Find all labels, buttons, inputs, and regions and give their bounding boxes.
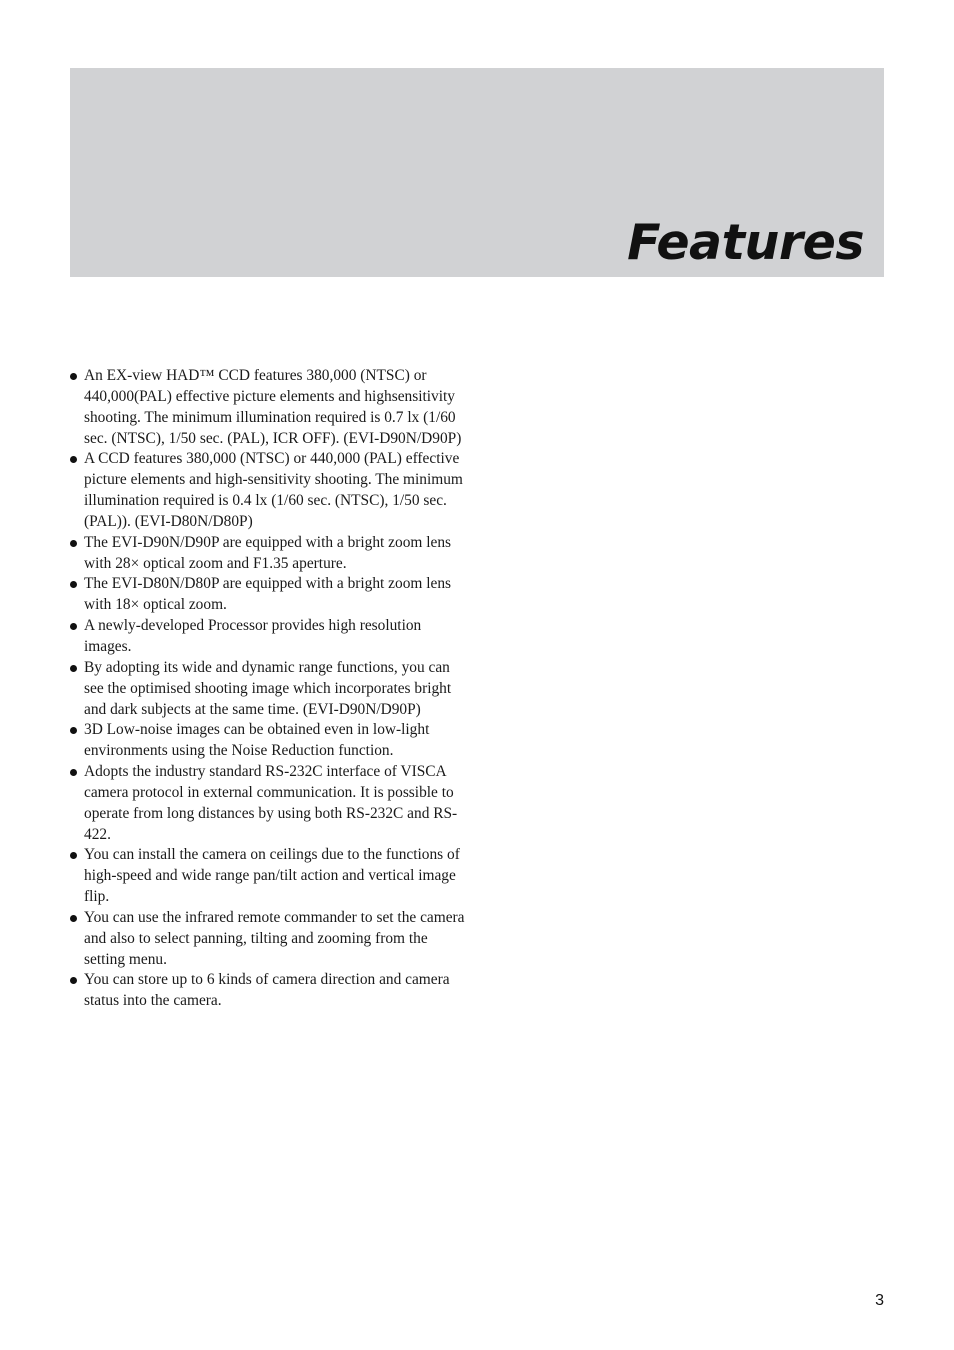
list-item: [70, 845, 470, 908]
bullet-icon: [70, 769, 77, 776]
bullet-icon: [70, 665, 77, 672]
list-item: [70, 366, 470, 449]
bullet-icon: [70, 915, 77, 922]
bullet-icon: [70, 540, 77, 547]
list-item: [70, 908, 470, 971]
list-item: [70, 616, 470, 658]
list-item: [70, 762, 470, 845]
list-item: [70, 449, 470, 532]
list-item-text: You can install the camera on ceilings due to the functions of high-speed and wide range pan/tilt action and vertical image flip.: [84, 846, 460, 906]
list-item: [70, 720, 470, 762]
list-item-text: A CCD features 380,000 (NTSC) or 440,000 (PAL) effective picture elements and high-sensitivity shooting. The minimum illumination required is 0.4 lx (1/60 sec. (NTSC), 1/50 sec. (PAL)). (EVI-D80N/D80P): [84, 450, 463, 530]
bullet-icon: [70, 977, 77, 984]
list-item-text: 3D Low-noise images can be obtained even in low-light environments using the Noise Reduction function.: [84, 721, 430, 760]
page-title: Features: [627, 214, 864, 271]
bullet-icon: [70, 581, 77, 588]
list-item: [70, 574, 470, 616]
bullet-icon: [70, 456, 77, 463]
bullet-icon: [70, 727, 77, 734]
list-item-text: An EX-view HAD™ CCD features 380,000 (NTSC) or 440,000(PAL) effective picture elements and highsensitivity shooting. The minimum illumination required is 0.7 lx (1/60 sec. (NTSC), 1/50 sec. (PAL), ICR OFF). (EVI-D90N/D90P): [84, 367, 462, 447]
list-item: [70, 533, 470, 575]
list-item-text: You can use the infrared remote commander to set the camera and also to select panning, tilting and zooming from the setting menu.: [84, 908, 465, 968]
list-item-text: The EVI-D90N/D90P are equipped with a bright zoom lens with 28× optical zoom and F1.35 aperture.: [84, 533, 452, 572]
title-banner: [70, 68, 884, 277]
page-number: 3: [875, 1292, 884, 1309]
list-item: [70, 970, 470, 1012]
list-item-text: The EVI-D80N/D80P are equipped with a bright zoom lens with 18× optical zoom.: [84, 575, 452, 614]
bullet-icon: [70, 852, 77, 859]
bullet-icon: [70, 623, 77, 630]
list-item-text: Adopts the industry standard RS-232C interface of VISCA camera protocol in external communication. It is possible to operate from long distances by using both RS-232C and RS-422.: [84, 763, 458, 843]
list-item-text: A newly-developed Processor provides high resolution images.: [84, 617, 422, 655]
list-item-text: You can store up to 6 kinds of camera direction and camera status into the camera.: [84, 971, 450, 1010]
list-item: [70, 658, 470, 721]
bullet-icon: [70, 373, 77, 380]
list-item-text: By adopting its wide and dynamic range functions, you can see the optimised shooting image which incorporates bright and dark subjects at the same time. (EVI-D90N/D90P): [84, 658, 452, 718]
feature-list: [70, 366, 470, 1012]
